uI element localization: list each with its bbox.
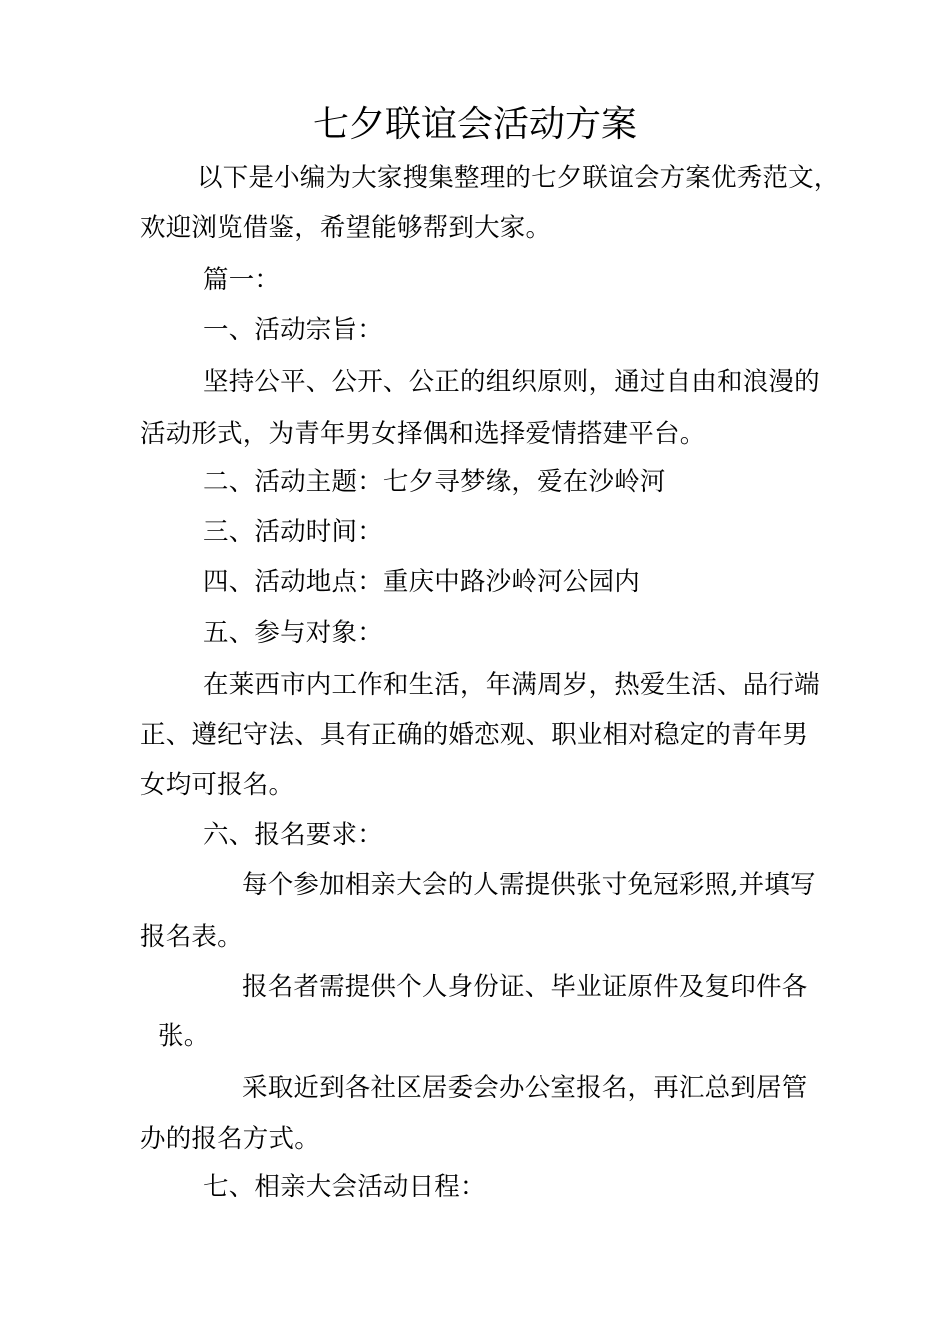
section-2: 二、活动主题：七夕寻梦缘，爱在沙岭河 (203, 467, 666, 497)
section-6-item-1-line-1: 每个参加相亲大会的人需提供张寸免冠彩照,并填写 (242, 870, 816, 900)
document-title: 七夕联谊会活动方案 (312, 104, 637, 145)
intro-line-1: 以下是小编为大家搜集整理的七夕联谊会方案优秀范文， (197, 163, 840, 193)
section-6-item-1-line-2: 报名表。 (140, 922, 243, 952)
section-1-body-line-2: 活动形式，为青年男女择偶和选择爱情搭建平台。 (140, 419, 706, 449)
section-7-heading: 七、相亲大会活动日程： (203, 1172, 486, 1202)
section-3: 三、活动时间： (203, 517, 383, 547)
section-1-body-line-1: 坚持公平、公开、公正的组织原则，通过自由和浪漫的 (203, 367, 820, 397)
section-5-body-line-1: 在莱西市内工作和生活，年满周岁，热爱生活、品行端 (203, 670, 820, 700)
section-6-heading: 六、报名要求： (203, 820, 383, 850)
section-6-item-2-line-1: 报名者需提供个人身份证、毕业证原件及复印件各 (242, 972, 808, 1002)
section-5-body-line-3: 女均可报名。 (140, 770, 295, 800)
section-5-body-line-2: 正、遵纪守法、具有正确的婚恋观、职业相对稳定的青年男 (140, 720, 809, 750)
section-4: 四、活动地点：重庆中路沙岭河公园内 (203, 567, 640, 597)
section-6-item-2-line-2: 张。 (158, 1021, 210, 1051)
intro-line-2: 欢迎浏览借鉴，希望能够帮到大家。 (140, 213, 552, 243)
section-5-heading: 五、参与对象： (203, 618, 383, 648)
section-6-item-3-line-2: 办的报名方式。 (140, 1124, 320, 1154)
part-label: 篇一： (203, 265, 281, 295)
section-1-heading: 一、活动宗旨： (203, 315, 383, 345)
section-6-item-3-line-1: 采取近到各社区居委会办公室报名，再汇总到居管 (242, 1073, 808, 1103)
